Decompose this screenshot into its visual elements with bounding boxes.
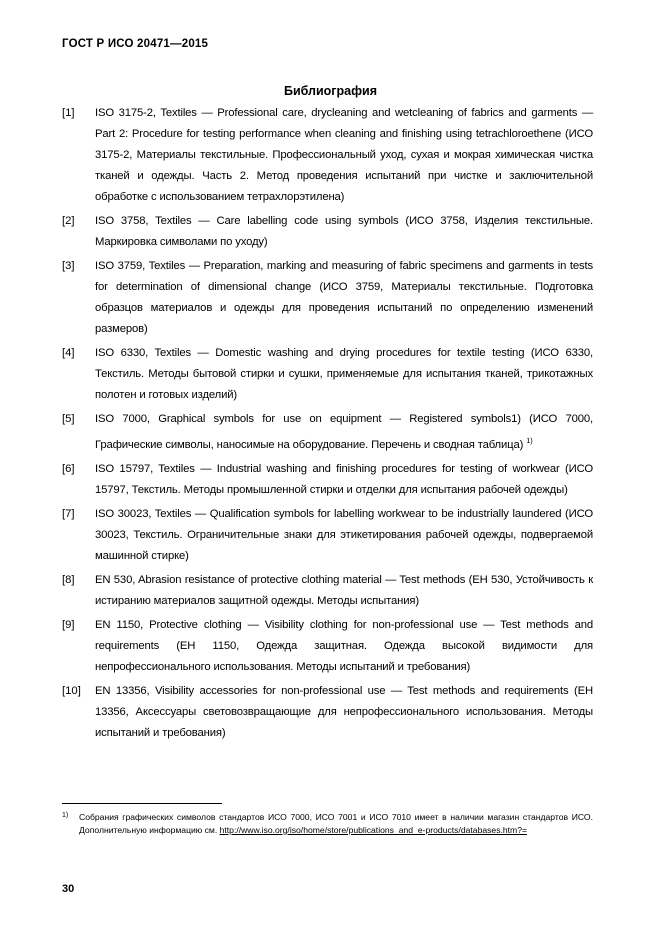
- entry-text: ISO 3758, Textiles — Care labelling code using symbols (ИСО 3758, Изделия текстильные. Маркировка символами по уходу): [95, 215, 593, 248]
- footnote-link[interactable]: http://www.iso.org/iso/home/store/publications_and_e-products/databases.htm?=: [219, 824, 528, 835]
- entry-number: [7]: [62, 507, 75, 520]
- bibliography-entry: [62, 409, 593, 456]
- entry-text: EN 530, Abrasion resistance of protective clothing material — Test methods (ЕН 530, Устойчивость к истиранию материалов защитной одежды. Методы испытания): [95, 573, 593, 607]
- document-code-header: ГОСТ Р ИСО 20471—2015: [62, 38, 209, 50]
- footnote: [62, 811, 593, 836]
- footnote-text: Собрания графических символов стандартов ИСО 7000, ИСО 7001 и ИСО 7010 имеет в наличии магазин стандартов ИСО. Дополнительную информацию см.: [79, 812, 593, 835]
- bibliography-entry: [62, 343, 593, 406]
- bibliography-entry: [62, 504, 593, 567]
- entry-number: [6]: [62, 462, 75, 475]
- page-title: Библиография: [283, 84, 378, 98]
- footnote-body: [79, 811, 593, 836]
- footnote-reference: 1): [526, 436, 533, 445]
- entry-text-with-footnote: [95, 409, 593, 456]
- entry-number: [4]: [62, 347, 75, 359]
- bibliography-entry: [62, 103, 593, 208]
- bibliography-entry: [62, 681, 593, 744]
- entry-number: [2]: [62, 215, 75, 227]
- entry-text: EN 13356, Visibility accessories for non-professional use — Test methods and requirements (ЕН 13356, Аксессуары световозвращающие для непрофессионального использования. Методы испытаний и требования): [95, 684, 593, 739]
- entry-text: ISO 7000, Graphical symbols for use on equipment — Registered symbols1) (ИСО 7000, Графические символы, наносимые на оборудование. Перечень и сводная таблица): [95, 413, 593, 451]
- bibliography-entry: [62, 570, 593, 612]
- entry-text: ISO 30023, Textiles — Qualification symbols for labelling workwear to be industrially laundered (ИСО 30023, Текстиль. Ограничительные знаки для этикетирования рабочей одежды, подвергаемой машинной стирке): [95, 507, 593, 562]
- page-number: 30: [62, 883, 75, 895]
- bibliography-entry: [62, 256, 593, 340]
- bibliography-entry: [62, 211, 593, 253]
- entry-number: [9]: [62, 618, 75, 631]
- entry-text: ISO 3175-2, Textiles — Professional care, drycleaning and wetcleaning of fabrics and garments — Part 2: Procedure for testing performance when cleaning and finishing using tetrachloroethene (ИСО 3175-2, Материалы текстильные. Профессиональный уход, сухая и мокрая химическая чистка тканей и одежды. Часть 2. Метод проведения испытаний при чистке и заключительной обработке с использованием тетрахлорэтилена): [95, 107, 593, 203]
- bibliography-entry: [62, 459, 593, 501]
- entry-number: [1]: [62, 107, 75, 119]
- footnote-mark: 1): [62, 812, 69, 819]
- footnote-separator: [62, 803, 222, 804]
- bibliography-entry: [62, 615, 593, 678]
- entry-number: [5]: [62, 413, 75, 425]
- entry-text: ISO 3759, Textiles — Preparation, marking and measuring of fabric specimens and garments in tests for determination of dimensional change (ИСО 3759, Материалы текстильные. Подготовка образцов материалов и одежды для проведения испытаний по определению изменений размеров): [95, 260, 593, 335]
- entry-number: [3]: [62, 260, 75, 272]
- entry-number: [10]: [62, 684, 81, 697]
- entry-number: [8]: [62, 573, 75, 586]
- entry-text: ISO 15797, Textiles — Industrial washing and finishing procedures for testing of workwear (ИСО 15797, Текстиль. Методы промышленной стирки и отделки для испытания рабочей одежды): [95, 462, 593, 496]
- entry-text: EN 1150, Protective clothing — Visibility clothing for non-professional use — Test methods and requirements (ЕН 1150, Одежда защитная. Одежда высокой видимости для непрофессионального использования. Методы испытаний и требования): [95, 618, 593, 673]
- entry-text: ISO 6330, Textiles — Domestic washing and drying procedures for textile testing (ИСО 6330, Текстиль. Методы бытовой стирки и сушки, применяемые для испытания тканей, трикотажных полотен и готовых изделий): [95, 347, 593, 401]
- bibliography-list: [62, 103, 593, 747]
